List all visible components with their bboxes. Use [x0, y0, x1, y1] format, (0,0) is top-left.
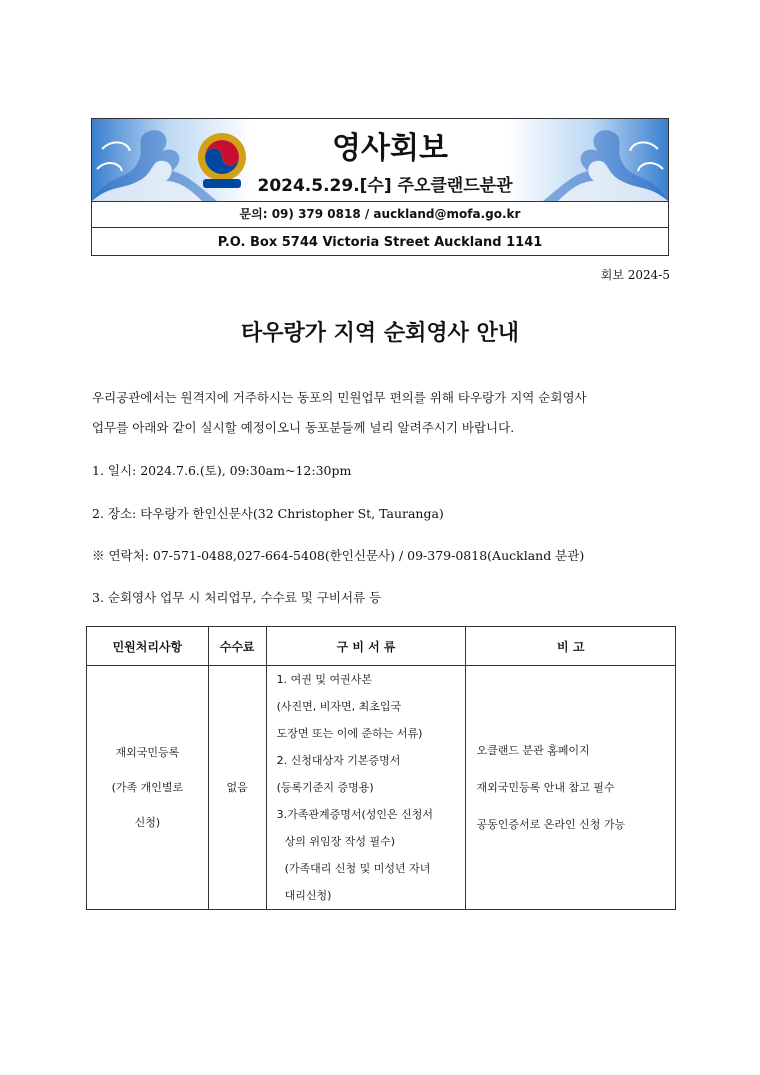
- document-line: (사진면, 비자면, 최초입국: [276, 700, 402, 713]
- intro-line-1: 우리공관에서는 원격지에 거주하시는 동포의 민원업무 편의를 위해 타우랑가 지역 순회영사: [92, 390, 587, 405]
- document-line: 대리신청): [284, 889, 332, 902]
- newsletter-header: [91, 118, 669, 256]
- fee-cell: 없음: [208, 666, 266, 910]
- service-line: (가족 개인별로: [111, 781, 184, 794]
- document-line: 1. 여권 및 여권사본: [276, 673, 372, 686]
- documents-cell: [266, 666, 466, 910]
- note-line: 재외국민등록 안내 참고 필수: [476, 781, 615, 794]
- table-header-row: [87, 627, 676, 666]
- column-header-service: 민원처리사항: [87, 627, 209, 666]
- newsletter-title: 영사회보: [332, 131, 448, 166]
- column-header-documents: 구 비 서 류: [266, 627, 466, 666]
- intro-line-2: 업무를 아래와 같이 실시할 예정이오니 동포분들께 널리 알려주시기 바랍니다.: [92, 420, 515, 435]
- document-number: 회보 2024-5: [600, 268, 670, 282]
- document-line: 상의 위임장 작성 필수): [284, 835, 395, 848]
- contact-info: 문의: 09) 379 0818 / auckland@mofa.go.kr: [239, 207, 521, 221]
- divider: [92, 227, 668, 228]
- header-banner: [92, 119, 668, 201]
- service-line: 신청): [134, 816, 161, 829]
- item-services: 3. 순회영사 업무 시 처리업무, 수수료 및 구비서류 등: [92, 590, 382, 605]
- table-row: [87, 666, 676, 910]
- notes-cell: [466, 666, 676, 910]
- document-line: 도장면 또는 이에 준하는 서류): [276, 727, 423, 740]
- postal-address: P.O. Box 5744 Victoria Street Auckland 1141: [217, 235, 543, 250]
- column-header-notes: 비 고: [466, 627, 676, 666]
- note-line: 공동인증서로 온라인 신청 가능: [476, 818, 626, 831]
- services-table: [86, 626, 676, 910]
- divider: [92, 201, 668, 202]
- page-title: 타우랑가 지역 순회영사 안내: [240, 321, 519, 346]
- note-line: 오클랜드 분관 홈페이지: [476, 744, 590, 757]
- item-date: 1. 일시: 2024.7.6.(토), 09:30am~12:30pm: [92, 463, 352, 478]
- column-header-fee: 수수료: [208, 627, 266, 666]
- service-cell: [87, 666, 209, 910]
- item-contact: ※ 연락처: 07-571-0488,027-664-5408(한인신문사) / 09-379-0818(Auckland 분관): [92, 548, 585, 563]
- document-line: (가족대리 신청 및 미성년 자녀: [284, 862, 431, 875]
- document-line: 3.가족관계증명서(성인은 신청서: [276, 808, 433, 821]
- document-line: (등록기준지 증명용): [276, 781, 374, 794]
- newsletter-date-office: 2024.5.29.[수] 주오클랜드분관: [257, 176, 513, 196]
- service-line: 재외국민등록: [115, 746, 180, 759]
- document-line: 2. 신청대상자 기본증명서: [276, 754, 401, 767]
- item-place: 2. 장소: 타우랑가 한인신문사(32 Christopher St, Tauranga): [92, 506, 444, 521]
